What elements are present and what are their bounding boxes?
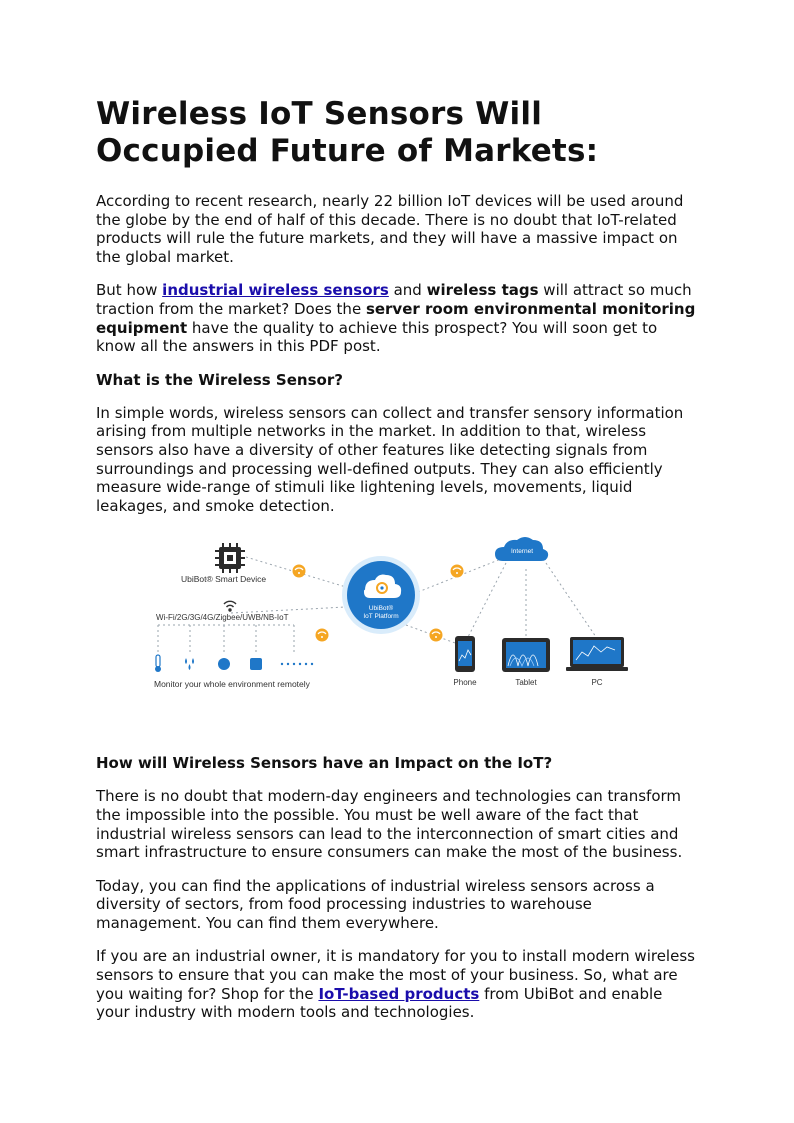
wireless-tags-bold: wireless tags [426,281,539,300]
wifi-badge-icon [316,629,329,642]
pc-label: PC [591,678,603,688]
industrial-wireless-sensors-link[interactable]: industrial wireless sensors [162,281,389,300]
iot-based-products-link[interactable]: IoT-based products [318,984,480,1003]
text-span: will attract so much traction from the market? Does the [96,281,692,318]
iot-diagram [96,537,700,697]
wifi-badge-icon [293,565,306,578]
definition-paragraph: In simple words, wireless sensors can collect and transfer sensory information arising from multiple networks in the market. In addition to that, wireless sensors also have a diversity of other features like detecting signals from surroundings and processing well-defined outputs. They can also efficiently measure wide-range of stimuli like lightening levels, movements, liquid leakages, and smoke detection. [96,403,684,515]
document-page [96,96,700,1037]
chip-icon [215,543,245,573]
server-room-bold: server room environmental monitoring equipment [96,299,696,337]
call-to-action-paragraph [96,947,700,1021]
wifi-signal-icon [224,602,236,612]
monitor-label: Monitor your whole environment remotely [154,679,310,690]
phone-icon [455,636,475,672]
section-heading-wireless-sensor: What is the Wireless Sensor? [96,370,343,389]
smart-device-label: UbiBot® Smart Device [181,574,267,585]
internet-cloud-icon [495,537,548,561]
wifi-badge-icon [430,629,443,642]
text-span: from UbiBot and enable your industry with modern tools and technologies. [96,984,663,1022]
platform-label-2: IoT Platform [363,613,399,621]
iot-diagram-svg [96,537,700,697]
tablet-icon [502,638,550,672]
text-span: and [388,281,427,300]
connector-line [468,563,506,637]
phone-label: Phone [453,678,477,688]
water-drops-icon [185,658,194,670]
question-paragraph [96,281,700,355]
protocols-label: Wi-Fi/2G/3G/4G/Zigbee/UWB/NB-IoT [156,613,289,623]
text-span: But how [96,281,163,300]
sensor-square-icon [250,658,262,670]
internet-label: Internet [510,548,534,556]
thermometer-icon [155,655,161,672]
page-title: Wireless IoT Sensors Will Occupied Future of Markets: [96,96,599,169]
text-span: have the quality to achieve this prospect? You will soon get to know all the answers in this PDF post. [96,318,658,356]
more-sensors-icon [281,663,313,665]
pc-icon [566,637,628,671]
text-span: If you are an industrial owner, it is mandatory for you to install modern wireless sensors to ensure that you can make the most of your business. So, what are you waiting for? Shop for the [96,947,695,1003]
platform-icon [342,556,420,634]
platform-label-1: UbiBot® [368,605,394,613]
intro-paragraph: According to recent research, nearly 22 billion IoT devices will be used around the globe by the end of half of this decade. There is no doubt that IoT-related products will rule the future markets, and they will have a massive impact on the global market. [96,192,684,266]
connector-line [546,563,596,637]
section-heading-impact: How will Wireless Sensors have an Impact on the IoT? [96,754,553,773]
tablet-label: Tablet [515,678,537,688]
impact-paragraph: There is no doubt that modern-day engineers and technologies can transform the impossible into the possible. You must be well aware of the fact that industrial wireless sensors can lead to the interconnection of smart cities and smart infrastructure to ensure consumers can make the most of the business. [96,787,683,862]
applications-paragraph: Today, you can find the applications of industrial wireless sensors across a diversity of sectors, from food processing industries to warehouse management. You can find them everywhere. [96,876,655,932]
sensor-dot-icon [218,658,230,670]
wifi-badge-icon [451,565,464,578]
